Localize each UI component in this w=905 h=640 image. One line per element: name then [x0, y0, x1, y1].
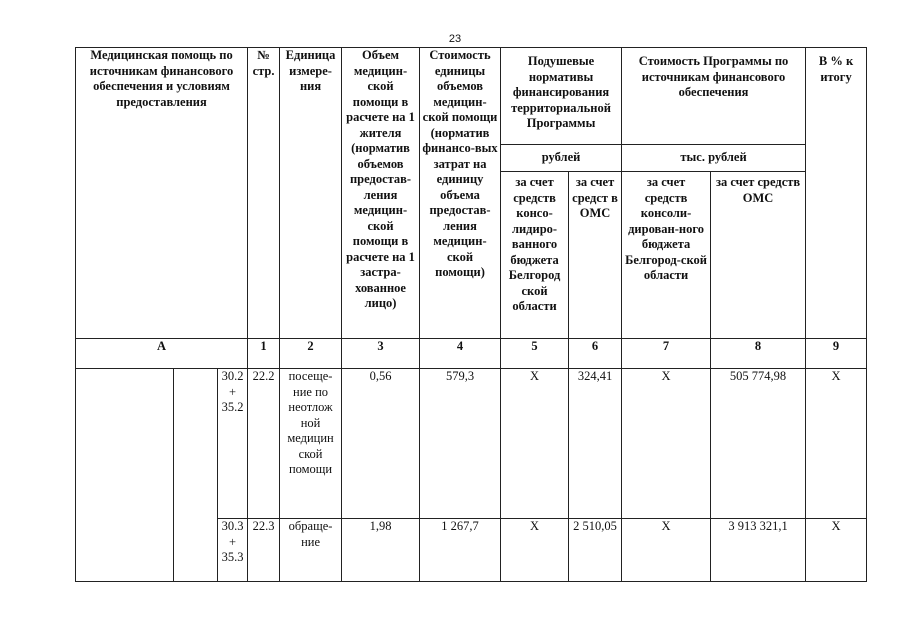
header-col-5: за счет средств консо-лидиро-ванного бюджета Белгород ской области — [501, 172, 569, 339]
column-number-3: 3 — [342, 339, 420, 369]
column-number-7: 7 — [622, 339, 711, 369]
header-group-per-capita: Подушевые нормативы финансирования территориальной Программы — [501, 48, 622, 145]
row-unit: обраще-ние — [280, 519, 342, 582]
header-col-9: В % к итогу — [806, 48, 867, 339]
header-col-3: Объем медицин-ской помощи в расчете на 1 жителя (норматив объемов предостав-ления медицин-ской помощи в расчете на 1 застра-хованное лицо) — [342, 48, 420, 339]
row-total-oms: 3 913 321,1 — [711, 519, 806, 582]
row-code: 30.3 + 35.3 — [218, 519, 248, 582]
row-total-budget: Х — [622, 519, 711, 582]
row-volume: 0,56 — [342, 369, 420, 519]
header-col-a: Медицинская помощь по источникам финансового обеспечения и условиям предоставления — [76, 48, 248, 339]
column-number-9: 9 — [806, 339, 867, 369]
header-col-7: за счет средств консоли-дирован-ного бюджета Белгород-ской области — [622, 172, 711, 339]
row-unit-cost: 1 267,7 — [420, 519, 501, 582]
row-unit: посеще-ние по неотлож ной медицин ской помощи — [280, 369, 342, 519]
header-col-8: за счет средств ОМС — [711, 172, 806, 339]
program-cost-table — [75, 47, 867, 582]
row-percent: Х — [806, 369, 867, 519]
page-number: 23 — [448, 33, 462, 45]
empty-cell — [76, 369, 174, 582]
row-total-oms: 505 774,98 — [711, 369, 806, 519]
row-percent: Х — [806, 519, 867, 582]
column-number-5: 5 — [501, 339, 569, 369]
column-number-4: 4 — [420, 339, 501, 369]
column-number-1: 1 — [248, 339, 280, 369]
row-per-capita-budget: Х — [501, 519, 569, 582]
row-line-number: 22.3 — [248, 519, 280, 582]
row-line-number: 22.2 — [248, 369, 280, 519]
column-number-a: А — [76, 339, 248, 369]
header-unit-rubles: рублей — [501, 145, 622, 172]
header-unit-thousand-rubles: тыс. рублей — [622, 145, 806, 172]
table-row — [76, 369, 867, 519]
header-col-1: № стр. — [248, 48, 280, 339]
row-total-budget: Х — [622, 369, 711, 519]
row-per-capita-budget: Х — [501, 369, 569, 519]
empty-cell — [174, 369, 218, 582]
header-col-4: Стоимость единицы объемов медицин-ской помощи (норматив финансо-вых затрат на единицу объема предостав-ления медицин-ской помощи) — [420, 48, 501, 339]
row-code: 30.2 + 35.2 — [218, 369, 248, 519]
row-unit-cost: 579,3 — [420, 369, 501, 519]
header-col-6: за счет средст в ОМС — [569, 172, 622, 339]
column-number-6: 6 — [569, 339, 622, 369]
column-number-8: 8 — [711, 339, 806, 369]
header-col-2: Единица измере-ния — [280, 48, 342, 339]
row-volume: 1,98 — [342, 519, 420, 582]
row-per-capita-oms: 2 510,05 — [569, 519, 622, 582]
header-group-program-cost: Стоимость Программы по источникам финансового обеспечения — [622, 48, 806, 145]
column-number-2: 2 — [280, 339, 342, 369]
row-per-capita-oms: 324,41 — [569, 369, 622, 519]
